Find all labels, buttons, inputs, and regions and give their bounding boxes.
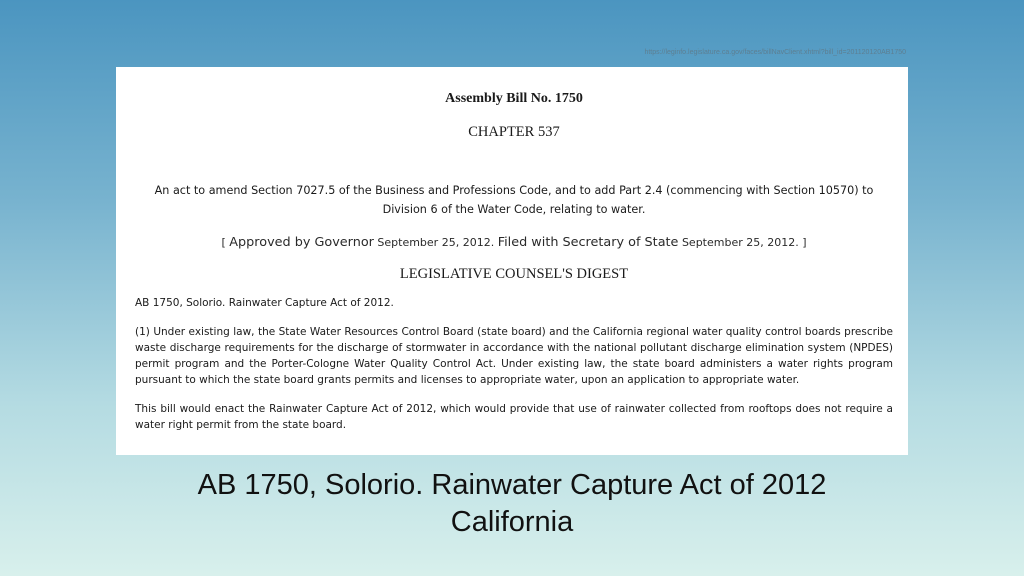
source-url: https://leginfo.legislature.ca.gov/faces/billNavClient.xhtml?bill_id=201120120AB1750 — [644, 49, 906, 56]
filed-date: September 25, 2012. — [681, 236, 799, 249]
bill-document — [116, 67, 908, 455]
chapter-number: CHAPTER 537 — [468, 124, 560, 140]
summary-line: AB 1750, Solorio. Rainwater Capture Act of 2012. — [135, 297, 394, 309]
digest-heading: LEGISLATIVE COUNSEL'S DIGEST — [399, 266, 629, 282]
approval-line — [135, 235, 893, 250]
close-bracket: ] — [802, 236, 807, 249]
slide-caption — [0, 467, 1024, 541]
approved-date: September 25, 2012. — [377, 236, 495, 249]
paragraph-existing-law: (1) Under existing law, the State Water Resources Control Board (state board) and the California regional water quality control boards prescribe waste discharge requirements for the discharge of stormwater in accordance with the national pollutant discharge elimination system (NPDES) permit program and the Porter-Cologne Water Quality Control Act. Under existing law, the state board administers a water rights program pursuant to which the state board grants permits and licenses to appropriate water, upon an application to appropriate water. — [135, 326, 893, 386]
caption-title: AB 1750, Solorio. Rainwater Capture Act of 2012 — [197, 469, 827, 501]
act-description: An act to amend Section 7027.5 of the Business and Professions Code, and to add Part 2.4 (commencing with Section 10570) to Division 6 of the Water Code, relating to water. — [154, 184, 874, 216]
open-bracket: [ — [221, 236, 226, 249]
paragraph-bill-effect: This bill would enact the Rainwater Capture Act of 2012, which would provide that use of rainwater collected from rooftops does not require a water right permit from the state board. — [135, 403, 893, 431]
bill-title: Assembly Bill No. 1750 — [445, 91, 583, 106]
caption-state: California — [450, 506, 574, 538]
approved-label: Approved by Governor — [229, 235, 374, 250]
filed-label: Filed with Secretary of State — [497, 235, 679, 250]
